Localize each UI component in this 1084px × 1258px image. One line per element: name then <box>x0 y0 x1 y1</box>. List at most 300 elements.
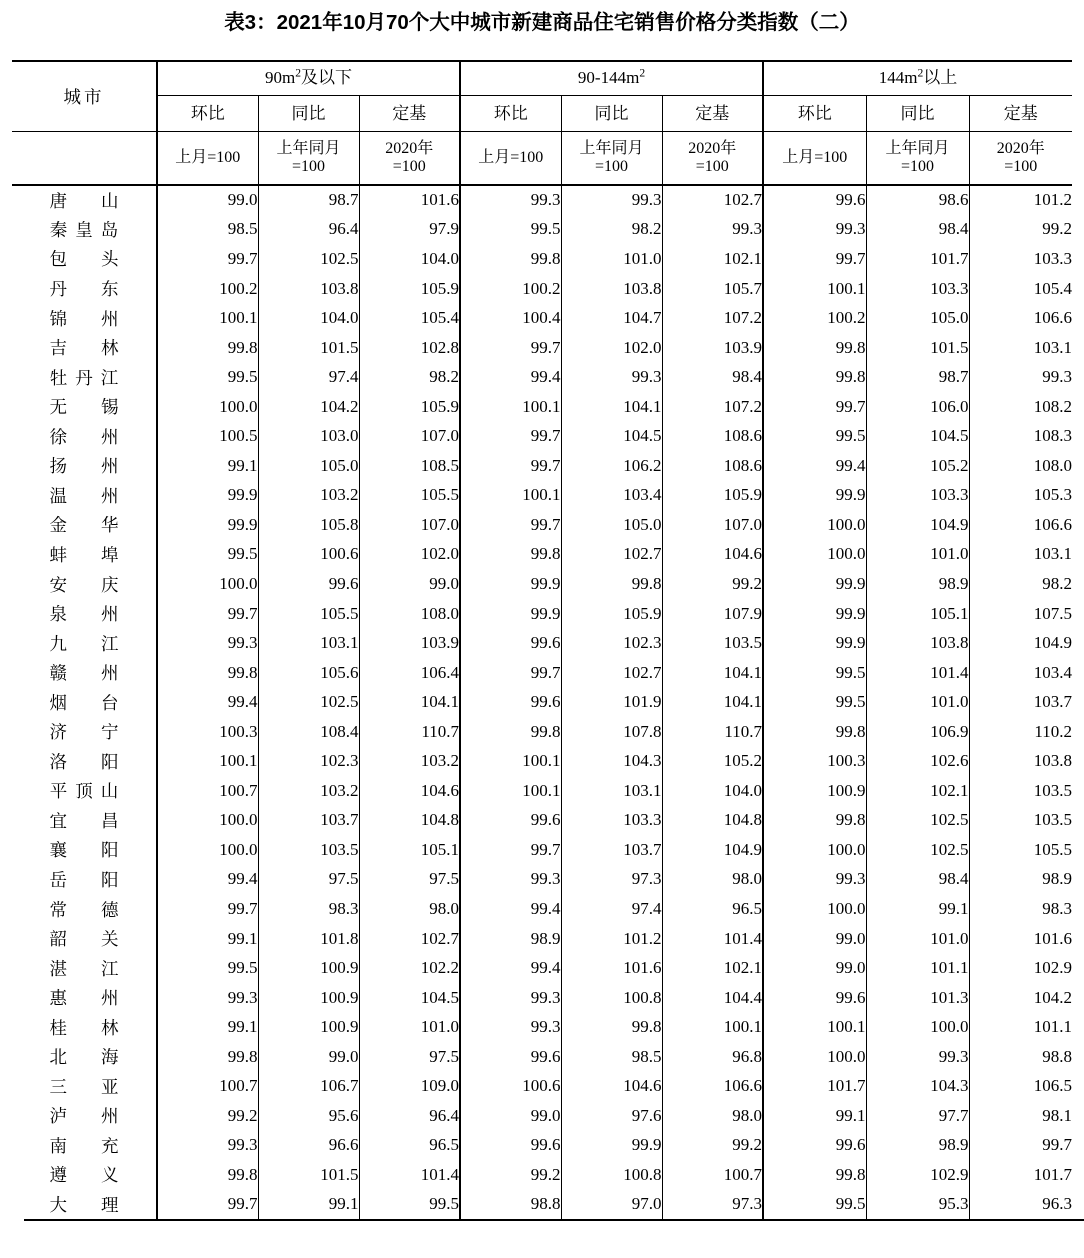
table-row <box>12 776 1072 806</box>
value-cell: 103.1 <box>258 628 359 658</box>
value-cell: 99.9 <box>460 599 561 629</box>
value-cell: 100.1 <box>157 303 258 333</box>
value-cell: 99.7 <box>460 451 561 481</box>
value-cell: 107.9 <box>662 599 763 629</box>
value-cell: 104.0 <box>258 303 359 333</box>
header-sub-2-2: 定基 <box>969 96 1072 132</box>
value-cell: 99.3 <box>561 362 662 392</box>
value-cell: 99.3 <box>662 215 763 245</box>
value-cell: 99.7 <box>460 835 561 865</box>
value-cell: 110.7 <box>359 717 460 747</box>
value-cell: 104.8 <box>662 806 763 836</box>
value-cell: 99.1 <box>157 924 258 954</box>
value-cell: 99.8 <box>763 717 866 747</box>
value-cell: 99.0 <box>460 1101 561 1131</box>
value-cell: 99.8 <box>763 362 866 392</box>
value-cell: 97.3 <box>662 1190 763 1220</box>
header-base-2-1: 上年同月 =100 <box>866 132 969 186</box>
value-cell: 101.7 <box>763 1072 866 1102</box>
group-2-suffix: 以上 <box>923 68 958 88</box>
value-cell: 105.8 <box>258 510 359 540</box>
value-cell: 102.5 <box>866 835 969 865</box>
value-cell: 108.0 <box>969 451 1072 481</box>
city-name-cell <box>12 865 157 895</box>
value-cell: 97.0 <box>561 1190 662 1220</box>
value-cell: 96.6 <box>258 1131 359 1161</box>
value-cell: 97.9 <box>359 215 460 245</box>
value-cell: 95.3 <box>866 1190 969 1220</box>
table-header <box>12 61 1072 186</box>
value-cell: 101.0 <box>561 244 662 274</box>
city-name-cell <box>12 628 157 658</box>
value-cell: 99.0 <box>258 1042 359 1072</box>
value-cell: 104.5 <box>866 422 969 452</box>
value-cell: 99.9 <box>763 569 866 599</box>
value-cell: 99.6 <box>460 1131 561 1161</box>
city-name: 丹东 <box>49 279 153 300</box>
value-cell: 99.7 <box>157 599 258 629</box>
value-cell: 98.9 <box>866 1131 969 1161</box>
value-cell: 100.0 <box>157 569 258 599</box>
city-name-cell <box>12 244 157 274</box>
value-cell: 103.1 <box>969 540 1072 570</box>
value-cell: 99.2 <box>662 569 763 599</box>
city-name-cell <box>12 924 157 954</box>
value-cell: 99.3 <box>460 865 561 895</box>
value-cell: 103.5 <box>258 835 359 865</box>
value-cell: 99.8 <box>460 540 561 570</box>
value-cell: 102.5 <box>866 806 969 836</box>
value-cell: 103.3 <box>969 244 1072 274</box>
table-row <box>12 687 1072 717</box>
city-name-cell <box>12 215 157 245</box>
city-name-cell <box>12 1012 157 1042</box>
value-cell: 103.7 <box>258 806 359 836</box>
city-name-cell <box>12 274 157 304</box>
value-cell: 99.7 <box>460 422 561 452</box>
table-row <box>12 362 1072 392</box>
value-cell: 105.9 <box>662 481 763 511</box>
table-row <box>12 1072 1072 1102</box>
header-base-0-1: 上年同月 =100 <box>258 132 359 186</box>
group-1-sup: 2 <box>639 66 646 80</box>
table-row <box>12 658 1072 688</box>
value-cell: 108.5 <box>359 451 460 481</box>
value-cell: 103.3 <box>866 274 969 304</box>
city-name: 蚌埠 <box>49 544 153 565</box>
table-row <box>12 215 1072 245</box>
value-cell: 100.0 <box>157 392 258 422</box>
value-cell: 104.8 <box>359 806 460 836</box>
value-cell: 105.5 <box>258 599 359 629</box>
group-0-prefix: 90m <box>264 68 296 88</box>
value-cell: 105.0 <box>561 510 662 540</box>
value-cell: 98.3 <box>258 894 359 924</box>
value-cell: 99.7 <box>460 510 561 540</box>
value-cell: 96.8 <box>662 1042 763 1072</box>
value-cell: 107.0 <box>359 510 460 540</box>
value-cell: 103.1 <box>561 776 662 806</box>
city-name-cell <box>12 1072 157 1102</box>
value-cell: 98.9 <box>866 569 969 599</box>
header-base-1-2: 2020年 =100 <box>662 132 763 186</box>
value-cell: 107.0 <box>359 422 460 452</box>
city-name: 秦皇岛 <box>49 219 127 240</box>
value-cell: 105.1 <box>866 599 969 629</box>
value-cell: 107.2 <box>662 392 763 422</box>
value-cell: 102.0 <box>561 333 662 363</box>
header-city-spacer <box>12 132 157 186</box>
value-cell: 108.6 <box>662 422 763 452</box>
value-cell: 101.0 <box>866 924 969 954</box>
value-cell: 105.6 <box>258 658 359 688</box>
city-name-cell <box>12 362 157 392</box>
value-cell: 99.4 <box>157 687 258 717</box>
value-cell: 98.9 <box>460 924 561 954</box>
value-cell: 99.1 <box>763 1101 866 1131</box>
value-cell: 105.2 <box>662 747 763 777</box>
city-name-cell <box>12 717 157 747</box>
city-name: 锦州 <box>49 308 153 329</box>
city-name: 金华 <box>49 515 153 536</box>
city-name: 桂林 <box>49 1017 153 1038</box>
city-name: 大理 <box>49 1194 153 1215</box>
value-cell: 103.8 <box>258 274 359 304</box>
city-name-cell <box>12 835 157 865</box>
value-cell: 104.5 <box>561 422 662 452</box>
value-cell: 106.5 <box>969 1072 1072 1102</box>
value-cell: 100.2 <box>763 303 866 333</box>
value-cell: 99.3 <box>157 1131 258 1161</box>
value-cell: 99.7 <box>763 244 866 274</box>
value-cell: 100.1 <box>460 776 561 806</box>
value-cell: 102.7 <box>359 924 460 954</box>
city-name-cell <box>12 303 157 333</box>
value-cell: 99.5 <box>460 215 561 245</box>
value-cell: 101.9 <box>561 687 662 717</box>
value-cell: 99.7 <box>460 658 561 688</box>
value-cell: 103.2 <box>258 481 359 511</box>
table-row <box>12 244 1072 274</box>
value-cell: 103.0 <box>258 422 359 452</box>
value-cell: 99.4 <box>157 865 258 895</box>
table-row <box>12 806 1072 836</box>
table-row <box>12 1160 1072 1190</box>
value-cell: 103.9 <box>662 333 763 363</box>
value-cell: 106.0 <box>866 392 969 422</box>
value-cell: 100.5 <box>157 422 258 452</box>
value-cell: 107.0 <box>662 510 763 540</box>
value-cell: 105.7 <box>662 274 763 304</box>
value-cell: 102.8 <box>359 333 460 363</box>
value-cell: 99.6 <box>258 569 359 599</box>
value-cell: 99.5 <box>157 540 258 570</box>
value-cell: 100.9 <box>763 776 866 806</box>
value-cell: 99.8 <box>561 569 662 599</box>
value-cell: 99.9 <box>763 628 866 658</box>
header-group-0 <box>157 61 460 96</box>
value-cell: 106.6 <box>969 303 1072 333</box>
city-name: 韶关 <box>49 929 153 950</box>
value-cell: 99.6 <box>460 687 561 717</box>
city-name-cell <box>12 983 157 1013</box>
value-cell: 104.1 <box>359 687 460 717</box>
group-0-suffix: 及以下 <box>301 68 352 88</box>
value-cell: 97.3 <box>561 865 662 895</box>
value-cell: 99.0 <box>763 924 866 954</box>
value-cell: 99.7 <box>157 894 258 924</box>
city-name: 平顶山 <box>49 781 127 802</box>
value-cell: 101.0 <box>359 1012 460 1042</box>
table-row <box>12 422 1072 452</box>
value-cell: 101.5 <box>258 333 359 363</box>
value-cell: 97.4 <box>258 362 359 392</box>
value-cell: 109.0 <box>359 1072 460 1102</box>
value-cell: 99.1 <box>866 894 969 924</box>
value-cell: 98.5 <box>157 215 258 245</box>
value-cell: 102.9 <box>969 953 1072 983</box>
header-group-1 <box>460 61 763 96</box>
value-cell: 106.4 <box>359 658 460 688</box>
header-row-subcolumns <box>12 96 1072 132</box>
value-cell: 96.3 <box>969 1190 1072 1220</box>
value-cell: 104.3 <box>561 747 662 777</box>
value-cell: 98.6 <box>866 185 969 215</box>
value-cell: 97.5 <box>359 865 460 895</box>
value-cell: 99.6 <box>763 983 866 1013</box>
city-name: 徐州 <box>49 426 153 447</box>
value-cell: 99.5 <box>763 422 866 452</box>
value-cell: 100.7 <box>157 776 258 806</box>
value-cell: 99.5 <box>359 1190 460 1220</box>
value-cell: 104.6 <box>662 540 763 570</box>
city-name: 吉林 <box>49 338 153 359</box>
city-name: 牡丹江 <box>49 367 127 388</box>
value-cell: 99.7 <box>157 1190 258 1220</box>
value-cell: 100.7 <box>157 1072 258 1102</box>
value-cell: 99.0 <box>359 569 460 599</box>
table-row <box>12 1190 1072 1220</box>
value-cell: 103.3 <box>561 806 662 836</box>
value-cell: 103.8 <box>561 274 662 304</box>
table-row <box>12 392 1072 422</box>
value-cell: 104.5 <box>359 983 460 1013</box>
value-cell: 103.5 <box>662 628 763 658</box>
table-row <box>12 451 1072 481</box>
value-cell: 98.5 <box>561 1042 662 1072</box>
value-cell: 99.2 <box>157 1101 258 1131</box>
group-1-prefix: 90-144m <box>577 68 640 88</box>
value-cell: 99.6 <box>763 185 866 215</box>
value-cell: 98.1 <box>969 1101 1072 1131</box>
city-name: 烟台 <box>49 692 153 713</box>
value-cell: 103.8 <box>969 747 1072 777</box>
city-name-cell <box>12 392 157 422</box>
value-cell: 101.0 <box>866 687 969 717</box>
group-0-sup: 2 <box>295 66 301 80</box>
value-cell: 96.4 <box>359 1101 460 1131</box>
value-cell: 99.8 <box>561 1012 662 1042</box>
table-row <box>12 333 1072 363</box>
group-2-prefix: 144m <box>878 68 918 88</box>
header-group-2 <box>763 61 1072 96</box>
value-cell: 100.0 <box>763 540 866 570</box>
value-cell: 99.3 <box>157 628 258 658</box>
city-name-cell <box>12 1190 157 1220</box>
value-cell: 100.0 <box>763 510 866 540</box>
value-cell: 104.1 <box>662 687 763 717</box>
table-row <box>12 481 1072 511</box>
header-base-2-2: 2020年 =100 <box>969 132 1072 186</box>
value-cell: 102.5 <box>258 244 359 274</box>
value-cell: 99.5 <box>763 1190 866 1220</box>
city-name-cell <box>12 451 157 481</box>
value-cell: 100.0 <box>763 1042 866 1072</box>
city-name: 泉州 <box>49 604 153 625</box>
city-name: 扬州 <box>49 456 153 477</box>
value-cell: 108.3 <box>969 422 1072 452</box>
city-name: 常德 <box>49 899 153 920</box>
city-name: 安庆 <box>49 574 153 595</box>
value-cell: 99.1 <box>258 1190 359 1220</box>
value-cell: 101.6 <box>969 924 1072 954</box>
value-cell: 95.6 <box>258 1101 359 1131</box>
city-name: 北海 <box>49 1047 153 1068</box>
value-cell: 98.2 <box>359 362 460 392</box>
value-cell: 98.2 <box>561 215 662 245</box>
value-cell: 108.2 <box>969 392 1072 422</box>
header-row-baseline <box>12 132 1072 186</box>
value-cell: 105.5 <box>359 481 460 511</box>
table-row <box>12 599 1072 629</box>
value-cell: 101.4 <box>359 1160 460 1190</box>
value-cell: 101.7 <box>969 1160 1072 1190</box>
value-cell: 102.5 <box>258 687 359 717</box>
value-cell: 99.4 <box>460 894 561 924</box>
value-cell: 102.3 <box>258 747 359 777</box>
value-cell: 100.1 <box>763 1012 866 1042</box>
value-cell: 106.2 <box>561 451 662 481</box>
city-name: 湛江 <box>49 958 153 979</box>
value-cell: 99.2 <box>969 215 1072 245</box>
value-cell: 98.8 <box>460 1190 561 1220</box>
table-row <box>12 569 1072 599</box>
value-cell: 102.7 <box>561 540 662 570</box>
value-cell: 105.4 <box>969 274 1072 304</box>
city-name-cell <box>12 1160 157 1190</box>
value-cell: 105.9 <box>359 274 460 304</box>
value-cell: 99.7 <box>763 392 866 422</box>
value-cell: 99.9 <box>763 481 866 511</box>
value-cell: 99.2 <box>662 1131 763 1161</box>
value-cell: 104.0 <box>662 776 763 806</box>
value-cell: 103.2 <box>359 747 460 777</box>
value-cell: 98.4 <box>866 215 969 245</box>
value-cell: 102.9 <box>866 1160 969 1190</box>
value-cell: 99.8 <box>157 1160 258 1190</box>
value-cell: 98.4 <box>866 865 969 895</box>
value-cell: 106.6 <box>969 510 1072 540</box>
value-cell: 100.1 <box>763 274 866 304</box>
value-cell: 105.2 <box>866 451 969 481</box>
value-cell: 104.9 <box>969 628 1072 658</box>
value-cell: 97.5 <box>258 865 359 895</box>
value-cell: 100.6 <box>258 540 359 570</box>
value-cell: 99.3 <box>763 215 866 245</box>
value-cell: 99.3 <box>866 1042 969 1072</box>
value-cell: 104.4 <box>662 983 763 1013</box>
value-cell: 99.3 <box>969 362 1072 392</box>
city-name: 南充 <box>49 1135 153 1156</box>
value-cell: 102.6 <box>866 747 969 777</box>
city-name: 三亚 <box>49 1076 153 1097</box>
value-cell: 96.5 <box>359 1131 460 1161</box>
value-cell: 98.8 <box>969 1042 1072 1072</box>
value-cell: 101.5 <box>866 333 969 363</box>
header-sub-1-2: 定基 <box>662 96 763 132</box>
value-cell: 107.2 <box>662 303 763 333</box>
value-cell: 102.1 <box>662 953 763 983</box>
value-cell: 110.7 <box>662 717 763 747</box>
value-cell: 99.6 <box>460 806 561 836</box>
value-cell: 99.8 <box>460 717 561 747</box>
value-cell: 97.6 <box>561 1101 662 1131</box>
table-body <box>12 185 1072 1219</box>
table-row <box>12 628 1072 658</box>
value-cell: 99.4 <box>460 362 561 392</box>
value-cell: 100.1 <box>662 1012 763 1042</box>
value-cell: 105.0 <box>258 451 359 481</box>
value-cell: 104.7 <box>561 303 662 333</box>
value-cell: 99.8 <box>460 244 561 274</box>
city-name-cell <box>12 806 157 836</box>
value-cell: 102.7 <box>561 658 662 688</box>
city-name-cell <box>12 747 157 777</box>
value-cell: 99.9 <box>460 569 561 599</box>
table-row <box>12 303 1072 333</box>
value-cell: 97.4 <box>561 894 662 924</box>
value-cell: 98.0 <box>662 865 763 895</box>
city-name: 宜昌 <box>49 810 153 831</box>
value-cell: 99.3 <box>460 1012 561 1042</box>
city-name: 温州 <box>49 485 153 506</box>
value-cell: 100.6 <box>460 1072 561 1102</box>
table-row <box>12 274 1072 304</box>
city-name-cell <box>12 687 157 717</box>
value-cell: 98.2 <box>969 569 1072 599</box>
value-cell: 103.7 <box>561 835 662 865</box>
value-cell: 104.2 <box>258 392 359 422</box>
value-cell: 101.2 <box>969 185 1072 215</box>
value-cell: 100.3 <box>157 717 258 747</box>
value-cell: 101.7 <box>866 244 969 274</box>
city-name-cell <box>12 1131 157 1161</box>
value-cell: 98.7 <box>258 185 359 215</box>
city-name-cell <box>12 481 157 511</box>
city-name-cell <box>12 894 157 924</box>
value-cell: 106.7 <box>258 1072 359 1102</box>
value-cell: 100.9 <box>258 983 359 1013</box>
table-row <box>12 540 1072 570</box>
city-name-cell <box>12 569 157 599</box>
city-name-cell <box>12 953 157 983</box>
value-cell: 104.3 <box>866 1072 969 1102</box>
value-cell: 103.7 <box>969 687 1072 717</box>
value-cell: 105.0 <box>866 303 969 333</box>
value-cell: 100.0 <box>157 835 258 865</box>
city-name: 襄阳 <box>49 840 153 861</box>
header-base-0-2: 2020年 =100 <box>359 132 460 186</box>
